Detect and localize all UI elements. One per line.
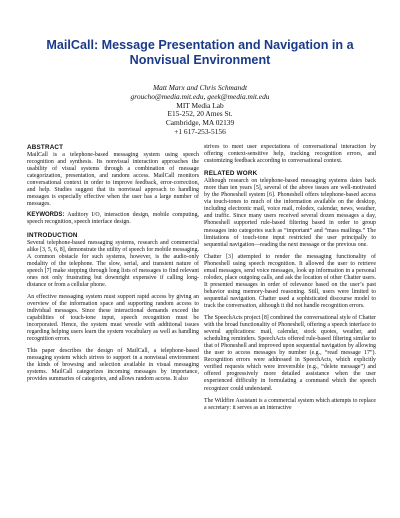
introduction-paragraph-1: Several telephone-based messaging systems, research and commercial alike [3, 5, 6, 8], demonstrate the utility of speech for mobile messaging. A common obstacle for such systems, however, is the audio-only modality of the telephone. The slow, serial, and transient nature of speech [7] make stepping through long lists of messages to find relevant ones not only frustrating but downright expensive if calling long-distance or from a cellular phone. bbox=[27, 239, 199, 288]
related-work-paragraph-4: The Wildfire Assistant is a commercial system which attempts to replace a secretary: it serves as an interactive bbox=[204, 397, 376, 411]
title-line-2: Nonvisual Environment bbox=[129, 53, 271, 67]
introduction-paragraph-2: An effective messaging system must support rapid access by giving an overview of the information space and supporting random access to individual messages. Since these interactional demands exceed the capabilities of touch-tone input, speech recognition must be incorporated. Hence, the system must wrestle with additional issues regarding helping users learn the system vocabulary as well as handling recognition errors. bbox=[27, 293, 199, 343]
introduction-continuation: strives to meet user expectations of conversational interaction by offering context-sensitive help, tracking recognition errors, and customizing feedback according to conversational context. bbox=[204, 144, 376, 165]
abstract-heading: ABSTRACT bbox=[27, 144, 64, 151]
keywords-text: Auditory I/O, interaction design, mobile computing, speech recognition, speech interface design. bbox=[27, 212, 199, 226]
related-work-paragraph-3: The SpeechActs project [8] combined the conversational style of Chatter with the broad functionality of Phoneshell, offering a speech interface to several applications: mail, calendar, stock quotes, weather, and scheduling reminders. SpeechActs offered rule-based filtering similar to that of Phoneshell and improved upon sequential navigation by allowing the user to access messages by number (e.g., “read message 17”). Recognition errors were addressed in SpeechActs, which explicitly verified requests which were irreversible (e.g., “delete message”) and offered progressively more detailed assistance when the user experienced difficulty in formulating a command which the speech recognizer could understand. bbox=[204, 315, 376, 392]
introduction-paragraph-3: This paper describes the design of MailCall, a telephone-based messaging system which strives to support in a nonvisual environment the kinds of browsing and selection available in visual messaging systems. MailCall categorizes incoming messages by importance, provides summaries of categories, and allows random access. It also bbox=[27, 348, 199, 383]
right-column bbox=[204, 144, 376, 417]
affiliation: MIT Media Lab bbox=[176, 100, 224, 110]
related-work-paragraph-1: Although research on telephone-based messaging systems dates back more than ten years [5], several of the above issues are well-motivated by the Phoneshell system [6]. Phoneshell offers telephone-based access via touch-tones to much of the information available on the desktop, including electronic mail, voice mail, rolodex, calendar, news, weather, and traffic. Since many users received several dozen messages a day, Phoneshell supported rule-based filtering based in order to group messages into categories such as “important” and “mass mailings.” The limitations of touch-tone input restricted the user principally to sequential navigation—reading the next message or the previous one. bbox=[204, 178, 376, 248]
address-line-1: E15-252, 20 Ames St. bbox=[167, 109, 233, 119]
author-names: Matt Marx and Chris Schmandt bbox=[152, 83, 248, 92]
introduction-heading: INTRODUCTION bbox=[27, 231, 78, 239]
title-line-1: MailCall: Message Presentation and Navigation in a bbox=[46, 38, 354, 52]
abstract-text: MailCall is a telephone-based messaging system using speech recognition and synthesis. Its nonvisual interaction approaches the usability of visual systems through a combination of message categorization, presentation, and random access. MailCall monitors conversational context in order to improve feedback, error-correction, and help. Studies suggest that its nonvisual approach to handling messages is especially effective when the user has a large number of messages. bbox=[27, 152, 199, 208]
author-block bbox=[60, 84, 340, 137]
address-line-2: Cambridge, MA 02139 bbox=[165, 118, 235, 128]
keywords-label: KEYWORDS: bbox=[27, 212, 65, 219]
author-emails: groucho@media.mit.edu, geek@media.mit.edu bbox=[130, 91, 270, 101]
phone-number: +1 617-253-5156 bbox=[174, 126, 226, 136]
related-work-paragraph-2: Chatter [3] attempted to render the messaging functionality of Phoneshell using speech recognition. It allowed the user to retrieve email messages, send voice messages, look up information in a personal rolodex, place outgoing calls, and ask the location of other Chatter users. It presented messages in order of relevance based on the user’s past behavior using memory-based reasoning. Still, users were limited to sequential navigation. Chatter used a sophisticated discourse model to track the conversation, although it did not handle recognition errors. bbox=[204, 253, 376, 309]
keywords-paragraph bbox=[27, 212, 199, 226]
paper-title bbox=[20, 38, 380, 68]
left-column bbox=[27, 144, 199, 388]
related-work-heading: RELATED WORK bbox=[204, 170, 258, 178]
